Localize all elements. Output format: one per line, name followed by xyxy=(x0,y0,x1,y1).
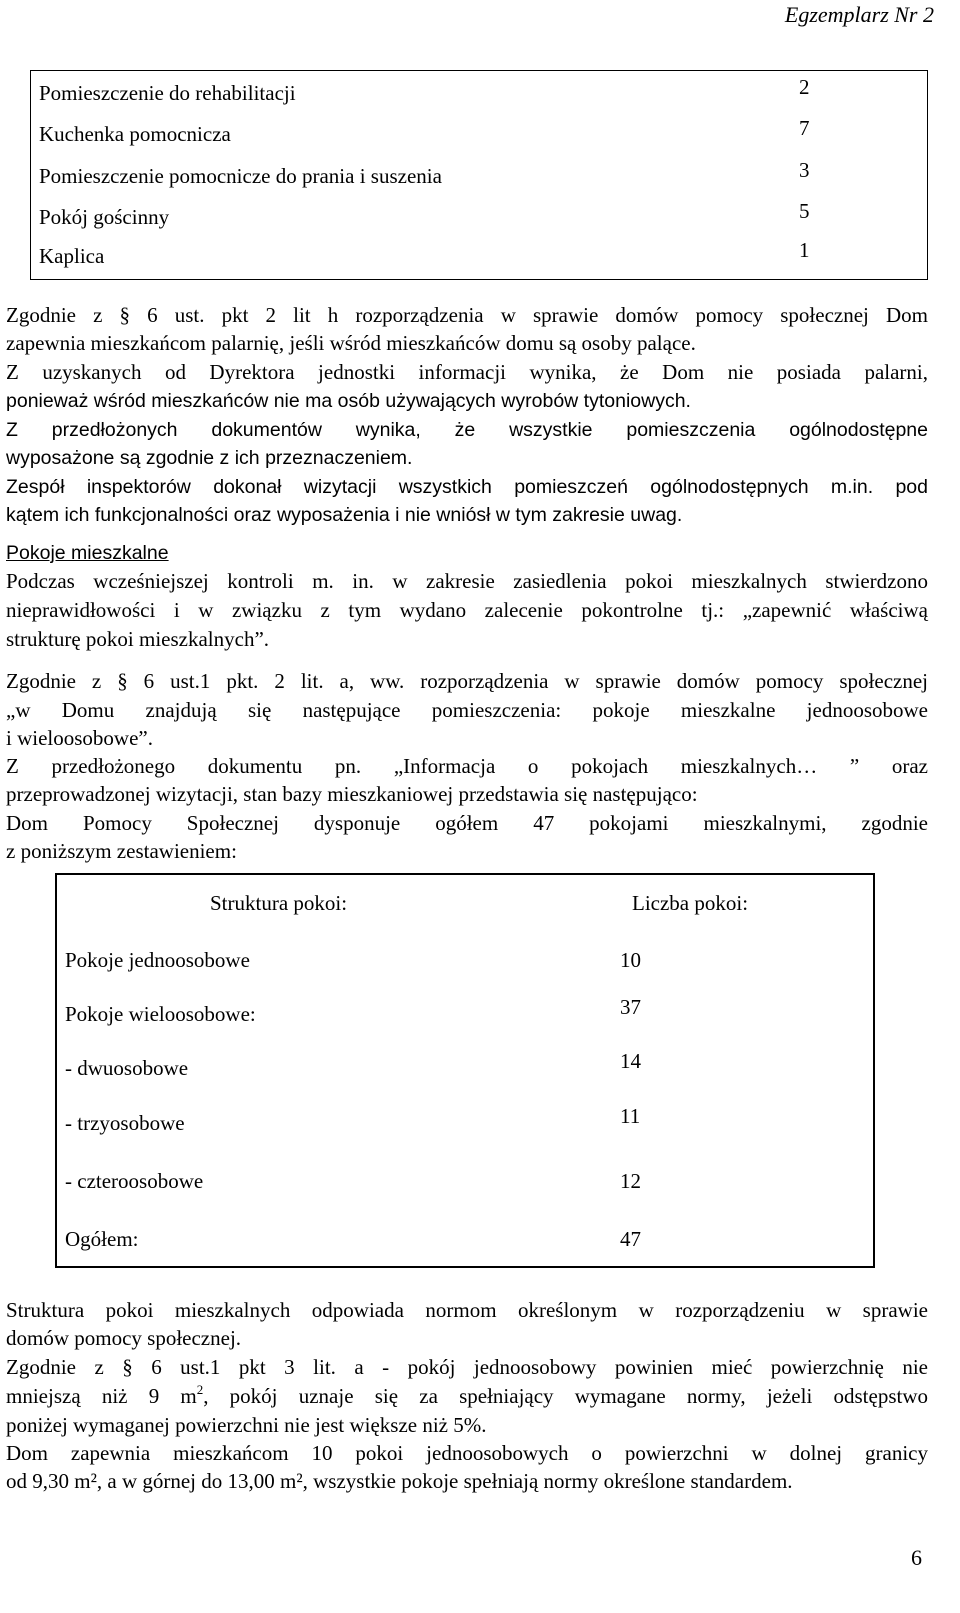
rooms-table xyxy=(55,873,875,1268)
table-row xyxy=(65,948,865,978)
room-count: 10 xyxy=(620,948,641,972)
room-count: 37 xyxy=(620,995,641,1019)
area-text: mniejszą niż 9 m xyxy=(6,1384,197,1408)
table-row xyxy=(39,158,927,192)
room-type: - trzyosobowe xyxy=(65,1111,185,1135)
column-header: Liczba pokoi: xyxy=(632,891,749,915)
paragraph-line: ponieważ wśród mieszkańców nie ma osób używających wyrobów tytoniowych. xyxy=(6,390,691,412)
paragraph-line: Zespół inspektorów dokonał wizytacji wszystkich pomieszczeń ogólnodostępnych m.in. pod xyxy=(6,476,928,498)
room-count: 14 xyxy=(620,1049,641,1073)
paragraph-line: zapewnia mieszkańcom palarnię, jeśli wśród mieszkańców domu są osoby palące. xyxy=(6,331,696,355)
paragraph-line xyxy=(6,1384,928,1408)
paragraph-line: nieprawidłowości i w związku z tym wydano zalecenie pokontrolne tj.: „zapewnić właściwą xyxy=(6,598,928,622)
paragraph-line: Zgodnie z § 6 ust.1 pkt 3 lit. a - pokój jednoosobowy powinien mieć powierzchnię nie xyxy=(6,1355,928,1379)
paragraph-line: Struktura pokoi mieszkalnych odpowiada normom określonym w rozporządzeniu w sprawie xyxy=(6,1298,928,1322)
page-number: 6 xyxy=(911,1545,922,1570)
superscript: 2 xyxy=(196,1382,204,1397)
section-heading: Pokoje mieszkalne xyxy=(6,542,169,564)
table-row xyxy=(65,1169,865,1199)
paragraph-line: Z przedłożonych dokumentów wynika, że wszystkie pomieszczenia ogólnodostępne xyxy=(6,419,928,441)
paragraph-line: „w Domu znajdują się następujące pomieszczenia: pokoje mieszkalne jednoosobowe xyxy=(6,698,928,722)
paragraph-line: Zgodnie z § 6 ust. pkt 2 lit h rozporządzenia w sprawie domów pomocy społecznej Dom xyxy=(6,303,928,327)
paragraph-line: i wieloosobowe”. xyxy=(6,726,153,750)
table-row xyxy=(65,995,865,1032)
facility-name: Pomieszczenie do rehabilitacji xyxy=(39,81,296,105)
area-text: , pokój uznaje się za spełniający wymagane normy, jeżeli odstępstwo xyxy=(203,1384,928,1408)
paragraph-line: Podczas wcześniejszej kontroli m. in. w zakresie zasiedlenia pokoi mieszkalnych stwierdzono xyxy=(6,569,928,593)
facility-count: 2 xyxy=(799,75,810,99)
room-count: 11 xyxy=(620,1104,641,1128)
paragraph-line: Dom Pomocy Społecznej dysponuje ogółem 47 pokojami mieszkalnymi, zgodnie xyxy=(6,811,928,835)
room-count: 47 xyxy=(620,1227,641,1251)
table-row xyxy=(39,75,927,109)
paragraph-line: Z przedłożonego dokumentu pn. „Informacja o pokojach mieszkalnych… ” oraz xyxy=(6,754,928,778)
facility-count: 5 xyxy=(799,199,810,223)
facility-name: Pokój gościnny xyxy=(39,205,170,229)
facility-count: 3 xyxy=(799,158,810,182)
paragraph-line: domów pomocy społecznej. xyxy=(6,1326,242,1350)
paragraph-line: Dom zapewnia mieszkańcom 10 pokoi jednoosobowych o powierzchni w dolnej granicy xyxy=(6,1441,928,1465)
facility-name: Kuchenka pomocnicza xyxy=(39,122,231,146)
copy-label: Egzemplarz Nr 2 xyxy=(784,2,934,27)
paragraph-line: kątem ich funkcjonalności oraz wyposażenia i nie wniósł w tym zakresie uwag. xyxy=(6,504,683,526)
table-row xyxy=(65,1227,865,1257)
room-count: 12 xyxy=(620,1169,641,1193)
paragraph-line: od 9,30 m², a w górnej do 13,00 m², wszystkie pokoje spełniają normy określone standardem. xyxy=(6,1469,793,1493)
facility-name: Pomieszczenie pomocnicze do prania i suszenia xyxy=(39,164,442,188)
table-row xyxy=(39,238,927,272)
facility-count: 1 xyxy=(799,238,810,262)
room-type: - dwuosobowe xyxy=(65,1056,189,1080)
paragraph-line: wyposażone są zgodnie z ich przeznaczeniem. xyxy=(6,447,413,469)
column-header: Struktura pokoi: xyxy=(210,891,348,915)
paragraph-line: Zgodnie z § 6 ust.1 pkt. 2 lit. a, ww. rozporządzenia w sprawie domów pomocy społecznej xyxy=(6,669,928,693)
table-row xyxy=(65,1104,865,1141)
paragraph-line: z poniższym zestawieniem: xyxy=(6,839,237,863)
paragraph-line: strukturę pokoi mieszkalnych”. xyxy=(6,627,270,651)
facility-name: Kaplica xyxy=(39,244,105,268)
table-row xyxy=(65,1049,865,1086)
room-type: Ogółem: xyxy=(65,1227,139,1251)
table-row xyxy=(39,199,927,233)
room-type: Pokoje wieloosobowe: xyxy=(65,1002,256,1026)
paragraph-line: przeprowadzonej wizytacji, stan bazy mieszkaniowej przedstawia się następująco: xyxy=(6,782,698,806)
room-type: - czteroosobowe xyxy=(65,1169,204,1193)
paragraph-line: poniżej wymaganej powierzchni nie jest większe niż 5%. xyxy=(6,1413,487,1437)
facility-count: 7 xyxy=(799,116,810,140)
paragraph-line: Z uzyskanych od Dyrektora jednostki informacji wynika, że Dom nie posiada palarni, xyxy=(6,360,928,384)
facilities-table xyxy=(30,70,928,280)
room-type: Pokoje jednoosobowe xyxy=(65,948,250,972)
table-row xyxy=(39,116,927,150)
